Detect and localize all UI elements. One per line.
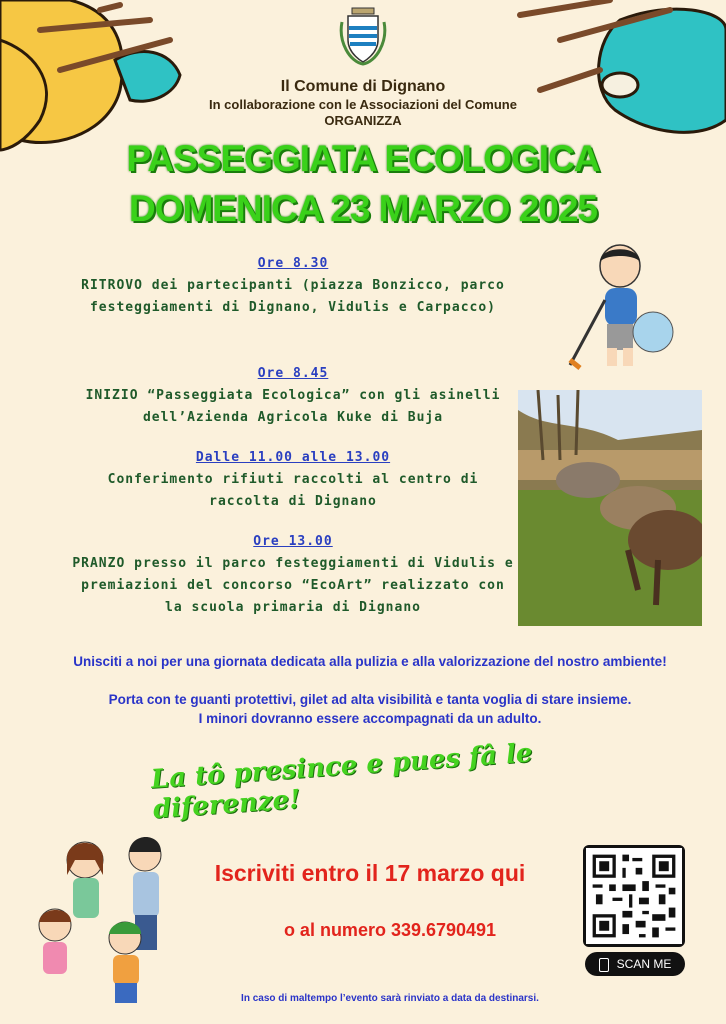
schedule-desc: Conferimento rifiuti raccolti al centro di raccolta di Dignano <box>107 472 479 509</box>
signup-text: Iscriviti entro il 17 marzo qui <box>214 860 526 886</box>
schedule-item <box>68 447 518 513</box>
qr-code[interactable] <box>583 845 685 947</box>
collab-text: In collaborazione con le Associazioni del Comune <box>209 97 517 112</box>
schedule-desc: RITROVO dei partecipanti (piazza Bonzicco, parco festeggiamenti di Dignano, Vidulis e Carpacco) <box>81 278 505 315</box>
schedule-item <box>68 531 518 619</box>
donkeys-photo <box>518 390 702 626</box>
schedule-desc: PRANZO presso il parco festeggiamenti di Vidulis e premiazioni del concorso “EcoArt” realizzato con la scuola primaria di Dignano <box>72 556 514 615</box>
schedule-time: Ore 13.00 <box>253 534 333 549</box>
info-paragraph-3: I minori dovranno essere accompagnati da un adulto. <box>198 711 542 726</box>
boy-with-trash-bag-illustration <box>565 240 675 375</box>
footer-note: In caso di maltempo l’evento sarà rinviato a data da destinarsi. <box>241 993 539 1004</box>
schedule-time: Dalle 11.00 alle 13.00 <box>195 450 391 465</box>
schedule-desc: INIZIO “Passeggiata Ecologica” con gli asinelli dell’Azienda Agricola Kuke di Buja <box>85 388 501 425</box>
phone-number[interactable]: o al numero 339.6790491 <box>283 920 497 940</box>
comune-title: Il Comune di Dignano <box>280 78 446 95</box>
qr-code-icon <box>586 848 682 944</box>
info-paragraph-2: Porta con te guanti protettivi, gilet ad alta visibilità e tanta voglia di stare insieme. <box>108 692 632 707</box>
slogan: La tô presince e pues fâ le diferenze! <box>150 738 534 825</box>
schedule-time: Ore 8.30 <box>257 256 329 271</box>
schedule-time: Ore 8.45 <box>257 366 329 381</box>
scan-me-label: SCAN ME <box>616 957 672 971</box>
schedule-item <box>68 253 518 319</box>
schedule-item <box>68 363 518 429</box>
organizza-text: ORGANIZZA <box>324 113 402 128</box>
info-paragraph-1: Unisciti a noi per una giornata dedicata alla pulizia e alla valorizzazione del nostro ambiente! <box>73 654 667 669</box>
phone-icon <box>599 958 609 972</box>
family-illustration <box>15 830 185 1010</box>
event-title: PASSEGGIATA ECOLOGICA <box>126 138 600 179</box>
coat-of-arms-icon <box>336 2 390 68</box>
scan-me-button[interactable] <box>585 952 685 976</box>
event-date: DOMENICA 23 MARZO 2025 <box>128 188 597 229</box>
